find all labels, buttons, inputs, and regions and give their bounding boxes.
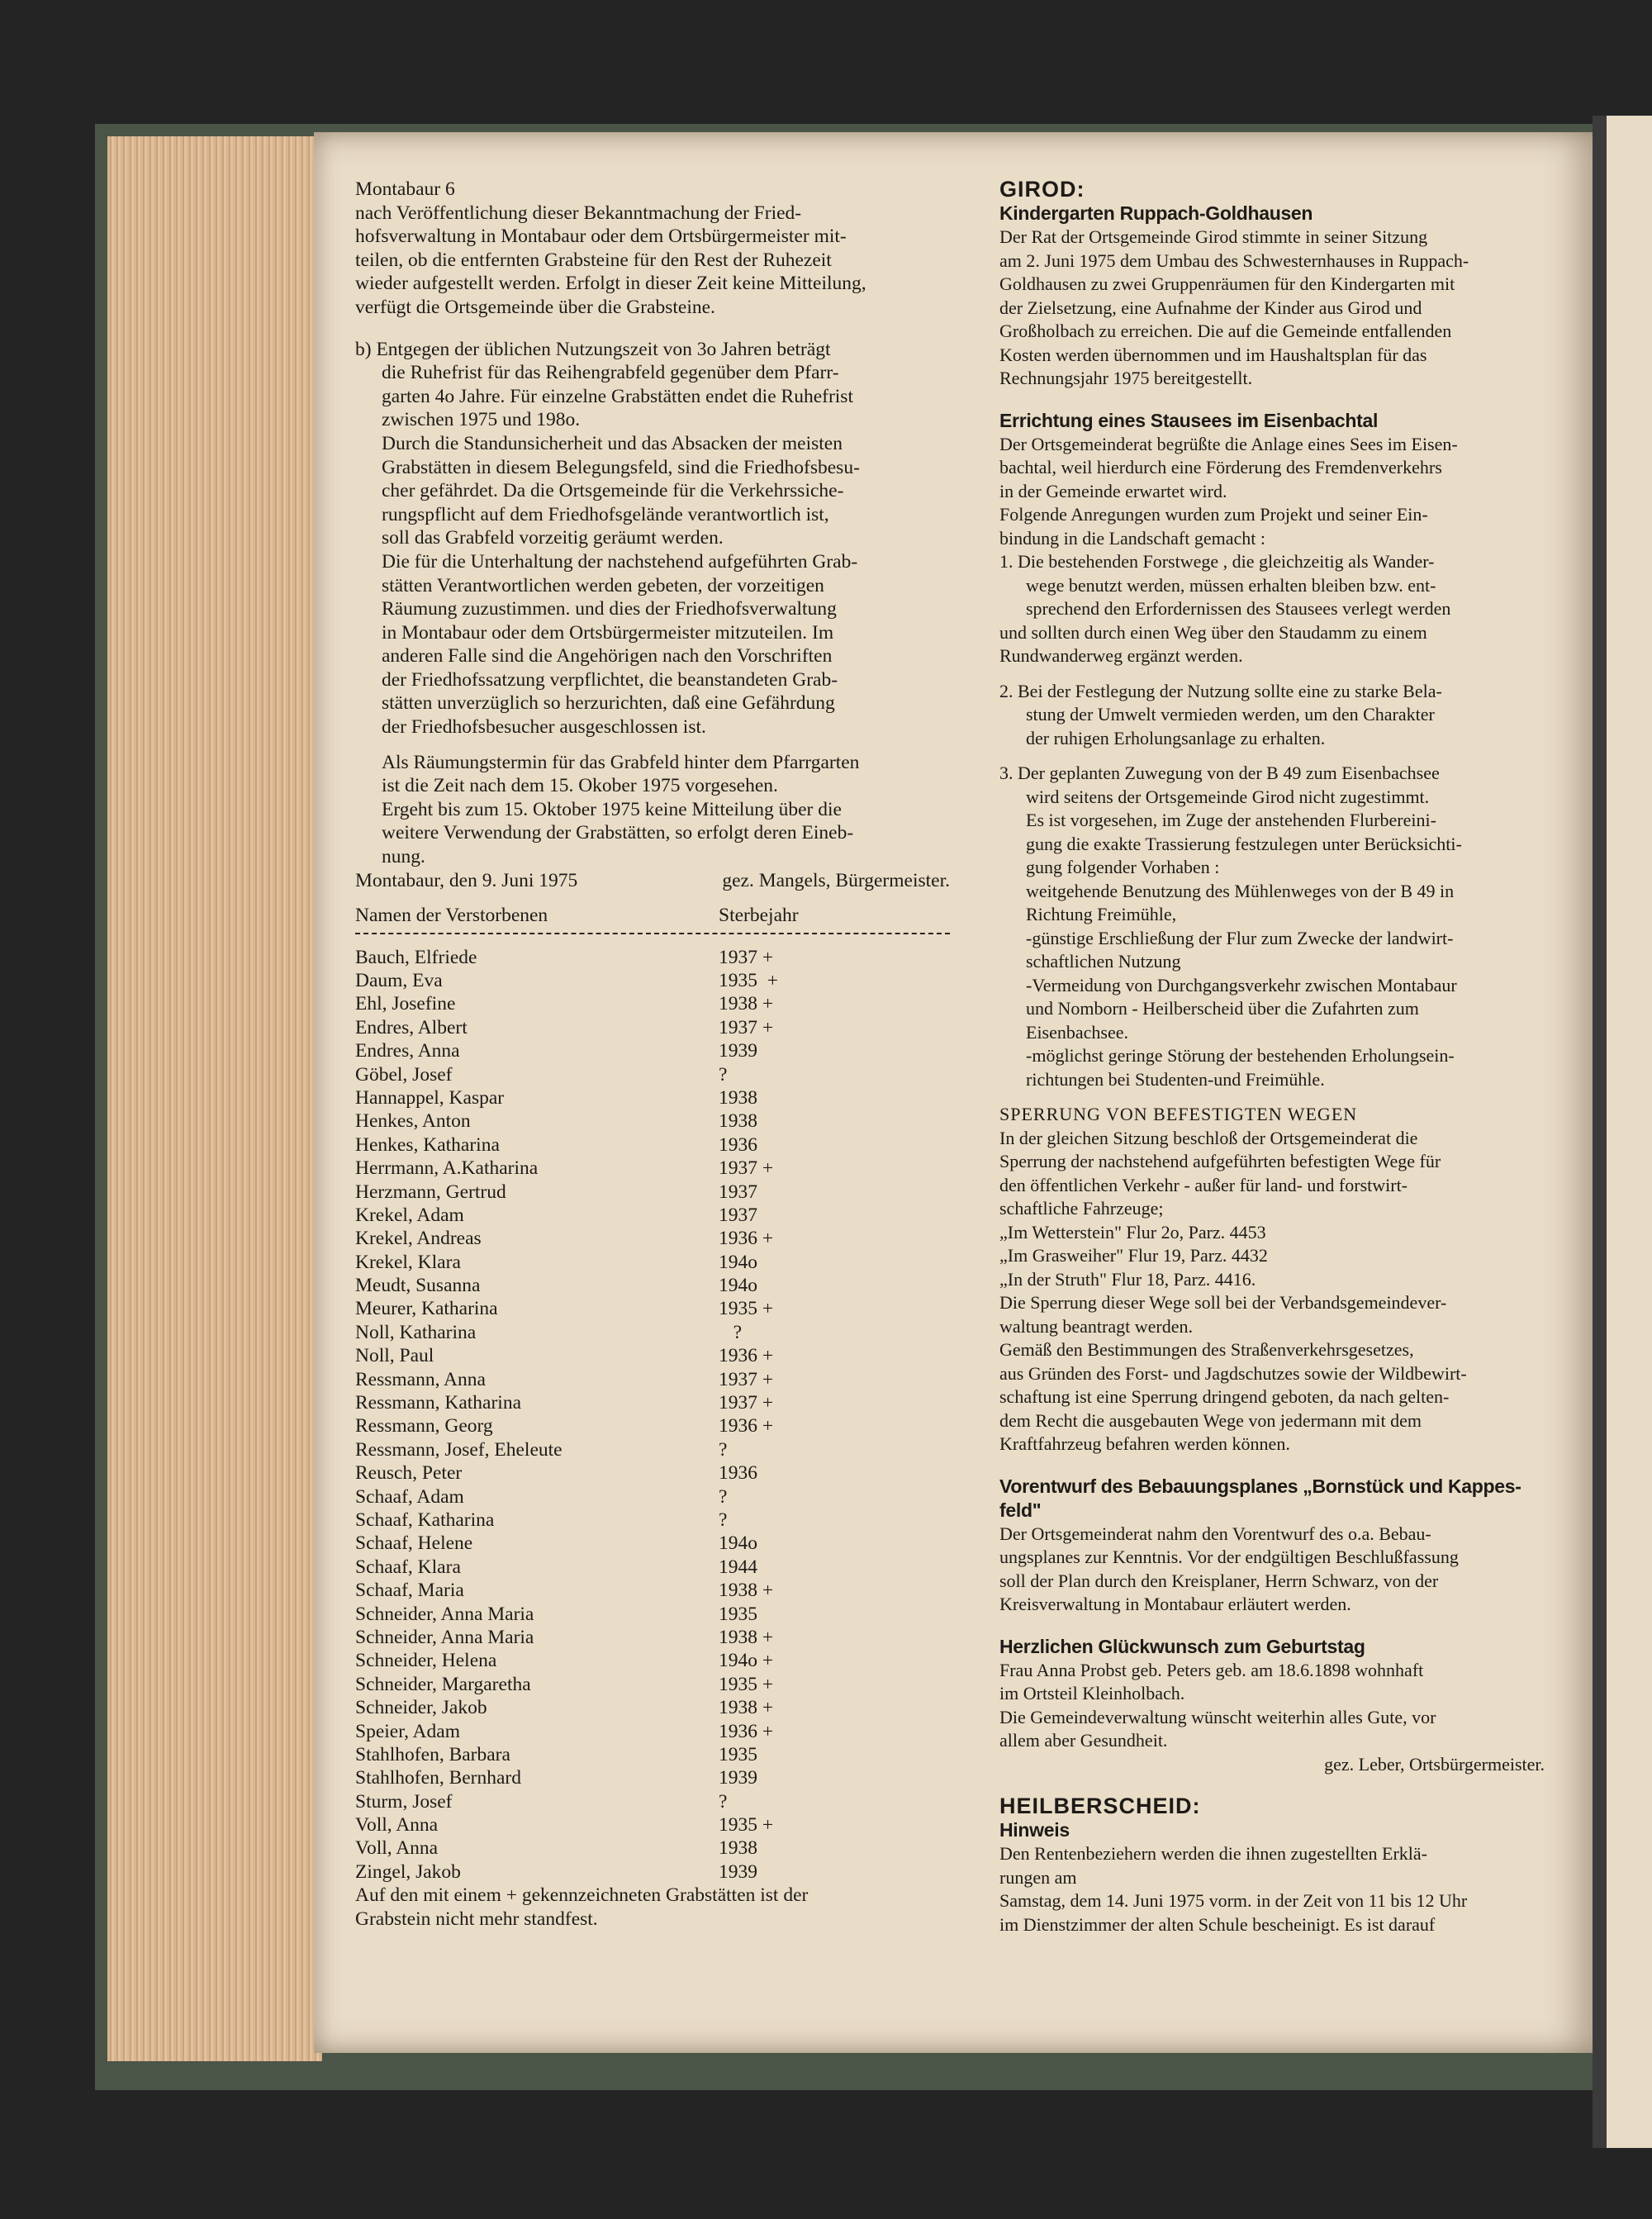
text-line: Rechnungsjahr 1975 bereitgestellt. xyxy=(999,368,1253,388)
text-line: sprechend den Erfordernissen des Stausees verlegt werden xyxy=(1026,598,1451,619)
deceased-name: Sturm, Josef xyxy=(355,1790,453,1813)
text-line: Die Gemeindeverwaltung wünscht weiterhin alles Gute, vor xyxy=(999,1706,1436,1727)
deceased-name: Krekel, Andreas xyxy=(355,1228,482,1250)
column-header-year: Sterbejahr xyxy=(719,905,799,927)
right-column xyxy=(999,178,1594,1936)
text-line: aus Gründen des Forst- und Jagdschutzes sowie der Wildbewirt- xyxy=(999,1362,1467,1384)
deceased-name: Hannappel, Kaspar xyxy=(355,1086,505,1109)
text-line: wird seitens der Ortsgemeinde Girod nicht zugestimmt. xyxy=(1026,786,1430,807)
text-line: soll der Plan durch den Kreisplaner, Herrn Schwarz, von der xyxy=(999,1570,1439,1591)
deceased-name: Schaaf, Helene xyxy=(355,1532,473,1555)
table-row xyxy=(355,1063,983,1086)
deceased-name: Krekel, Adam xyxy=(355,1204,464,1226)
deceased-name: Endres, Anna xyxy=(355,1040,460,1062)
adjacent-page-edge xyxy=(1607,116,1652,2148)
deceased-name: Stahlhofen, Barbara xyxy=(355,1743,510,1765)
death-year: 1938 xyxy=(719,1086,757,1109)
table-row xyxy=(355,1556,983,1579)
text-line: anderen Falle sind die Angehörigen nach den Vorschriften xyxy=(382,645,833,668)
death-year: 1938 + xyxy=(719,1626,774,1648)
text-line: und Nomborn - Heilberscheid über die Zufahrten zum xyxy=(1026,998,1419,1019)
death-year: ? xyxy=(719,1509,728,1531)
text-line: und sollten durch einen Weg über den Staudamm zu einem xyxy=(999,621,1427,643)
table-row xyxy=(355,1836,983,1860)
sperrung-heading: SPERRUNG VON BEFESTIGTEN WEGEN xyxy=(999,1104,1358,1124)
death-year: 1937 + xyxy=(719,1157,774,1180)
death-year: 1935 xyxy=(719,1603,757,1625)
text-line: gung die exakte Trassierung festzulegen unter Berücksichti- xyxy=(1026,833,1462,854)
table-row xyxy=(355,1297,983,1320)
text-line: Frau Anna Probst geb. Peters geb. am 18.6.1898 wohnhaft xyxy=(999,1659,1424,1680)
death-year: 1937 + xyxy=(719,1392,774,1414)
text-line: Kreisverwaltung in Montabaur erläutert werden. xyxy=(999,1594,1351,1614)
deceased-name: Daum, Eva xyxy=(355,970,443,991)
table-row xyxy=(355,1204,983,1227)
item-2-body xyxy=(999,703,1594,750)
table-row xyxy=(355,1579,983,1602)
text-line: der ruhigen Erholungsanlage zu erhalten. xyxy=(1026,727,1326,748)
top-label: Montabaur 6 xyxy=(355,178,455,200)
table-row xyxy=(355,1110,983,1133)
text-line: schaftlichen Nutzung xyxy=(1026,951,1181,972)
text-line: in Montabaur oder dem Ortsbürgermeister mitzuteilen. Im xyxy=(382,621,834,644)
death-year: 1935 + xyxy=(719,1814,774,1836)
kindergarten-heading: Kindergarten Ruppach-Goldhausen xyxy=(999,202,1313,224)
death-year: 1937 xyxy=(719,1204,757,1226)
table-row xyxy=(355,1438,983,1461)
text-line: hofsverwaltung in Montabaur oder dem Ortsbürgermeister mit- xyxy=(355,226,847,248)
text-line: rungen am xyxy=(999,1866,1077,1888)
text-line: Den Rentenbeziehern werden die ihnen zugestellten Erklä- xyxy=(999,1843,1427,1864)
deceased-name: Schaaf, Klara xyxy=(355,1556,461,1578)
deceased-name: Ressmann, Katharina xyxy=(355,1392,522,1414)
section-b-first-line: b) Entgegen der üblichen Nutzungszeit von 3o Jahren beträgt xyxy=(355,338,831,360)
deceased-name: Henkes, Katharina xyxy=(355,1133,500,1156)
deceased-name: Ressmann, Josef, Eheleute xyxy=(355,1438,563,1461)
column-header-name: Namen der Verstorbenen xyxy=(355,905,548,927)
text-line: Die für die Unterhaltung der nachstehend aufgeführten Grab- xyxy=(382,550,858,573)
deceased-name: Krekel, Klara xyxy=(355,1251,461,1273)
text-line: wege benutzt werden, müssen erhalten bleiben bzw. ent- xyxy=(1026,574,1436,596)
place-date: Montabaur, den 9. Juni 1975 xyxy=(355,869,578,891)
deceased-name: Meurer, Katharina xyxy=(355,1298,498,1320)
table-header xyxy=(355,904,983,927)
text-line: Grabstätten in diesem Belegungsfeld, sind die Friedhofsbesu- xyxy=(382,456,860,478)
death-year: ? xyxy=(719,1790,728,1813)
text-line: der Friedhofssatzung verpflichtet, die beanstandeten Grab- xyxy=(382,668,838,691)
death-year: 194o xyxy=(719,1251,757,1273)
deceased-table xyxy=(355,946,983,1884)
dashed-divider xyxy=(355,933,950,934)
deceased-name: Voll, Anna xyxy=(355,1814,439,1836)
table-row xyxy=(355,1485,983,1509)
table-row xyxy=(355,1649,983,1672)
death-year: 1938 + xyxy=(719,993,774,1015)
mayor-signature: gez. Mangels, Bürgermeister. xyxy=(722,869,950,891)
text-line: Großholbach zu erreichen. Die auf die Gemeinde entfallenden xyxy=(999,321,1452,341)
death-year: 1939 xyxy=(719,1860,757,1883)
text-line: stätten unverzüglich so herzurichten, daß eine Gefährdung xyxy=(382,692,835,715)
death-year: 1936 + xyxy=(719,1720,774,1742)
text-line: verfügt die Ortsgemeinde über die Grabsteine. xyxy=(355,296,715,318)
text-line: Auf den mit einem + gekennzeichneten Grabstätten ist der xyxy=(355,1884,809,1907)
deceased-name: Herzmann, Gertrud xyxy=(355,1181,506,1203)
deceased-name: Schaaf, Adam xyxy=(355,1485,464,1508)
deceased-name: Schneider, Jakob xyxy=(355,1697,487,1719)
item-1-tail xyxy=(999,621,1594,668)
text-line: Kraftfahrzeug befahren werden können. xyxy=(999,1433,1290,1454)
text-line: der Friedhofsbesucher ausgeschlossen ist. xyxy=(382,716,706,739)
table-row xyxy=(355,1274,983,1297)
text-line: In der gleichen Sitzung beschloß der Ortsgemeinderat die xyxy=(999,1127,1418,1148)
death-year: 1939 xyxy=(719,1767,757,1789)
table-row xyxy=(355,1133,983,1157)
text-line: Es ist vorgesehen, im Zuge der anstehenden Flurbereini- xyxy=(1026,810,1436,830)
text-line: stung der Umwelt vermieden werden, um den Charakter xyxy=(1026,704,1435,725)
text-line: Ergeht bis zum 15. Oktober 1975 keine Mitteilung über die xyxy=(382,798,842,820)
table-row xyxy=(355,1181,983,1204)
bebauungsplan-text xyxy=(999,1523,1594,1617)
text-line: im Dienstzimmer der alten Schule bescheinigt. Es ist darauf xyxy=(999,1913,1436,1935)
death-year: 1936 + xyxy=(719,1345,774,1367)
hinweis-text xyxy=(999,1842,1594,1936)
death-year: 1944 xyxy=(719,1556,757,1578)
text-line: -möglichst geringe Störung der bestehenden Erholungsein- xyxy=(1026,1045,1455,1066)
heilberscheid-heading: HEILBERSCHEID: xyxy=(999,1794,1201,1818)
geburtstag-text xyxy=(999,1659,1594,1753)
table-row xyxy=(355,1813,983,1836)
text-line: Der Ortsgemeinderat nahm den Vorentwurf des o.a. Bebau- xyxy=(999,1523,1431,1544)
table-row xyxy=(355,1603,983,1626)
table-row xyxy=(355,1086,983,1110)
death-year: 1938 + xyxy=(719,1697,774,1719)
text-line: Goldhausen zu zwei Gruppenräumen für den Kindergarten mit xyxy=(999,273,1455,294)
text-line: „Im Wetterstein" Flur 2o, Parz. 4453 xyxy=(999,1221,1266,1243)
text-line: gung folgender Vorhaben : xyxy=(1026,857,1220,877)
text-line: am 2. Juni 1975 dem Umbau des Schwesternhauses in Ruppach- xyxy=(999,249,1469,271)
girod-heading: GIROD: xyxy=(999,177,1085,202)
table-row xyxy=(355,1039,983,1062)
left-column xyxy=(355,178,983,1931)
table-row xyxy=(355,1860,983,1884)
signature-row xyxy=(355,869,950,893)
text-line: -Vermeidung von Durchgangsverkehr zwischen Montabaur xyxy=(1026,974,1457,995)
text-line: rungspflicht auf dem Friedhofsgelände verantwortlich ist, xyxy=(382,503,829,525)
text-line: in der Gemeinde erwartet wird. xyxy=(999,480,1227,501)
sperrung-text xyxy=(999,1127,1594,1456)
deceased-name: Schneider, Margaretha xyxy=(355,1673,531,1695)
table-row xyxy=(355,1344,983,1367)
text-line: schaftung ist eine Sperrung dringend geboten, da nach gelten- xyxy=(999,1386,1450,1407)
death-year: ? xyxy=(719,1485,728,1508)
text-line: Eisenbachsee. xyxy=(1026,1021,1128,1043)
death-year: ? xyxy=(719,1321,743,1343)
text-line: Als Räumungstermin für das Grabfeld hinter dem Pfarrgarten xyxy=(382,751,860,773)
table-row xyxy=(355,1016,983,1039)
table-row xyxy=(355,1157,983,1180)
kindergarten-text xyxy=(999,226,1594,391)
text-line: Durch die Standunsicherheit und das Absacken der meisten xyxy=(382,432,843,454)
table-row xyxy=(355,1391,983,1414)
text-line: Der Rat der Ortsgemeinde Girod stimmte in seiner Sitzung xyxy=(999,226,1428,247)
text-line: Der Ortsgemeinderat begrüßte die Anlage eines Sees im Eisen- xyxy=(999,433,1458,454)
item-2-first: 2. Bei der Festlegung der Nutzung sollte eine zu starke Bela- xyxy=(999,680,1442,701)
deceased-name: Schaaf, Katharina xyxy=(355,1509,495,1531)
deceased-name: Schneider, Helena xyxy=(355,1650,497,1672)
deceased-name: Göbel, Josef xyxy=(355,1063,453,1086)
text-line: weitgehende Benutzung des Mühlenweges von der B 49 in xyxy=(1026,880,1455,901)
text-line: bindung in die Landschaft gemacht : xyxy=(999,527,1265,549)
text-line: im Ortsteil Kleinholbach. xyxy=(999,1683,1185,1703)
stausee-heading: Errichtung eines Stausees im Eisenbachtal xyxy=(999,409,1379,431)
text-line: richtungen bei Studenten-und Freimühle. xyxy=(1026,1068,1325,1090)
text-line: nung. xyxy=(382,846,425,868)
table-row xyxy=(355,1414,983,1437)
text-line: den öffentlichen Verkehr - außer für land- und forstwirt- xyxy=(999,1174,1408,1195)
text-line: Die Sperrung dieser Wege soll bei der Verbandsgemeindever- xyxy=(999,1292,1447,1313)
text-line: Rundwanderweg ergänzt werden. xyxy=(999,645,1243,666)
table-row xyxy=(355,946,983,969)
table-row xyxy=(355,1532,983,1555)
table-row xyxy=(355,1720,983,1743)
table-row xyxy=(355,992,983,1015)
table-row xyxy=(355,1368,983,1391)
raeumung-paragraph xyxy=(355,751,983,869)
text-line: Samstag, dem 14. Juni 1975 vorm. in der Zeit von 11 bis 12 Uhr xyxy=(999,1890,1468,1911)
text-line: die Ruhefrist für das Reihengrabfeld gegenüber dem Pfarr- xyxy=(382,362,839,384)
deceased-name: Stahlhofen, Bernhard xyxy=(355,1767,522,1789)
table-row xyxy=(355,1626,983,1649)
table-row xyxy=(355,1321,983,1344)
table-row xyxy=(355,969,983,992)
death-year: 1937 + xyxy=(719,1016,774,1038)
section-b-body xyxy=(355,361,983,739)
text-line: wieder aufgestellt werden. Erfolgt in dieser Zeit keine Mitteilung, xyxy=(355,273,866,295)
table-row xyxy=(355,1743,983,1766)
item-3-body xyxy=(999,786,1594,1092)
death-year: ? xyxy=(719,1438,728,1461)
death-year: 194o xyxy=(719,1532,757,1555)
death-year: 1937 + xyxy=(719,1368,774,1390)
table-row xyxy=(355,1790,983,1813)
deceased-name: Schneider, Anna Maria xyxy=(355,1603,534,1625)
text-line: garten 4o Jahre. Für einzelne Grabstätten endet die Ruhefrist xyxy=(382,385,853,407)
text-line: Sperrung der nachstehend aufgeführten befestigten Wege für xyxy=(999,1151,1441,1171)
text-line: stätten Verantwortlichen werden gebeten, der vorzeitigen xyxy=(382,574,824,596)
text-line: Grabstein nicht mehr standfest. xyxy=(355,1908,598,1930)
hinweis-heading: Hinweis xyxy=(999,1819,1070,1841)
death-year: 194o xyxy=(719,1275,757,1297)
deceased-name: Meudt, Susanna xyxy=(355,1275,481,1297)
text-line: -günstige Erschließung der Flur zum Zwecke der landwirt- xyxy=(1026,927,1454,948)
geburtstag-heading: Herzlichen Glückwunsch zum Geburtstag xyxy=(999,1635,1365,1657)
item-3-first: 3. Der geplanten Zuwegung von der B 49 zum Eisenbachsee xyxy=(999,763,1440,783)
death-year: 1938 xyxy=(719,1110,757,1133)
intro-paragraph xyxy=(355,202,983,320)
death-year: 1935 + xyxy=(719,970,779,991)
text-line: der Zielsetzung, eine Aufnahme der Kinder aus Girod und xyxy=(999,297,1422,318)
text-line: Kosten werden übernommen und im Haushaltsplan für das xyxy=(999,344,1427,365)
death-year: 1936 xyxy=(719,1462,757,1485)
death-year: 1937 xyxy=(719,1181,757,1203)
stausee-text xyxy=(999,433,1594,551)
text-line: cher gefährdet. Da die Ortsgemeinde für die Verkehrssiche- xyxy=(382,480,844,502)
item-1-body xyxy=(999,574,1594,621)
deceased-name: Ressmann, Georg xyxy=(355,1415,493,1437)
death-year: 1936 xyxy=(719,1133,757,1156)
text-line: „Im Grasweiher" Flur 19, Parz. 4432 xyxy=(999,1245,1268,1266)
deceased-name: Henkes, Anton xyxy=(355,1110,471,1133)
table-row xyxy=(355,1509,983,1532)
text-line: Gemäß den Bestimmungen des Straßenverkehrsgesetzes, xyxy=(999,1339,1414,1360)
deceased-name: Ressmann, Anna xyxy=(355,1368,486,1390)
deceased-name: Noll, Katharina xyxy=(355,1321,477,1343)
text-line: nach Veröffentlichung dieser Bekanntmachung der Fried- xyxy=(355,202,802,224)
ortsbuergermeister-signature: gez. Leber, Ortsbürgermeister. xyxy=(1324,1753,1545,1775)
death-year: ? xyxy=(719,1063,728,1086)
bebauungsplan-heading xyxy=(999,1475,1594,1523)
deceased-name: Schaaf, Maria xyxy=(355,1580,464,1602)
text-line: teilen, ob die entfernten Grabsteine für den Rest der Ruhezeit xyxy=(355,249,832,271)
death-year: 1936 + xyxy=(719,1415,774,1437)
death-year: 1935 + xyxy=(719,1298,774,1320)
text-line: feld" xyxy=(999,1499,1042,1521)
death-year: 1937 + xyxy=(719,946,774,968)
text-line: Richtung Freimühle, xyxy=(1026,904,1177,924)
deceased-name: Reusch, Peter xyxy=(355,1462,463,1485)
text-line: Räumung zuzustimmen. und dies der Friedhofsverwaltung xyxy=(382,598,837,620)
item-1-first: 1. Die bestehenden Forstwege , die gleichzeitig als Wander- xyxy=(999,551,1435,572)
deceased-name: Endres, Albert xyxy=(355,1016,468,1038)
death-year: 1936 + xyxy=(719,1228,774,1250)
text-line: Vorentwurf des Bebauungsplanes „Bornstück und Kappes- xyxy=(999,1475,1521,1497)
death-year: 1935 xyxy=(719,1743,757,1765)
deceased-name: Bauch, Elfriede xyxy=(355,946,477,968)
table-row xyxy=(355,1251,983,1274)
table-row xyxy=(355,1766,983,1789)
text-line: allem aber Gesundheit. xyxy=(999,1730,1168,1751)
text-line: ungsplanes zur Kenntnis. Vor der endgültigen Beschlußfassung xyxy=(999,1547,1459,1567)
table-row xyxy=(355,1673,983,1696)
deceased-name: Herrmann, A.Katharina xyxy=(355,1157,539,1180)
deceased-name: Zingel, Jakob xyxy=(355,1860,461,1883)
text-line: ist die Zeit nach dem 15. Okober 1975 vorgesehen. xyxy=(382,775,778,797)
page-edges xyxy=(107,136,322,2061)
text-line: soll das Grabfeld vorzeitig geräumt werden. xyxy=(382,527,724,549)
text-line: zwischen 1975 und 198o. xyxy=(382,409,581,431)
deceased-name: Voll, Anna xyxy=(355,1837,439,1860)
text-line: dem Recht die ausgebauten Wege von jedermann mit dem xyxy=(999,1409,1422,1431)
deceased-name: Schneider, Anna Maria xyxy=(355,1626,534,1648)
death-year: 1938 + xyxy=(719,1580,774,1602)
text-line: schaftliche Fahrzeuge; xyxy=(999,1198,1164,1219)
table-footnote xyxy=(355,1884,983,1931)
text-line: bachtal, weil hierdurch eine Förderung des Fremdenverkehrs xyxy=(999,457,1442,478)
death-year: 194o + xyxy=(719,1650,774,1672)
death-year: 1939 xyxy=(719,1040,757,1062)
deceased-name: Speier, Adam xyxy=(355,1720,460,1742)
death-year: 1938 xyxy=(719,1837,757,1860)
text-line: weitere Verwendung der Grabstätten, so erfolgt deren Eineb- xyxy=(382,822,854,844)
table-row xyxy=(355,1461,983,1485)
text-line: Folgende Anregungen wurden zum Projekt und seiner Ein- xyxy=(999,504,1428,525)
text-line: „In der Struth" Flur 18, Parz. 4416. xyxy=(999,1268,1256,1290)
table-row xyxy=(355,1227,983,1250)
deceased-name: Noll, Paul xyxy=(355,1345,434,1367)
text-line: waltung beantragt werden. xyxy=(999,1315,1193,1337)
death-year: 1935 + xyxy=(719,1673,774,1695)
table-row xyxy=(355,1696,983,1719)
deceased-name: Ehl, Josefine xyxy=(355,993,456,1015)
